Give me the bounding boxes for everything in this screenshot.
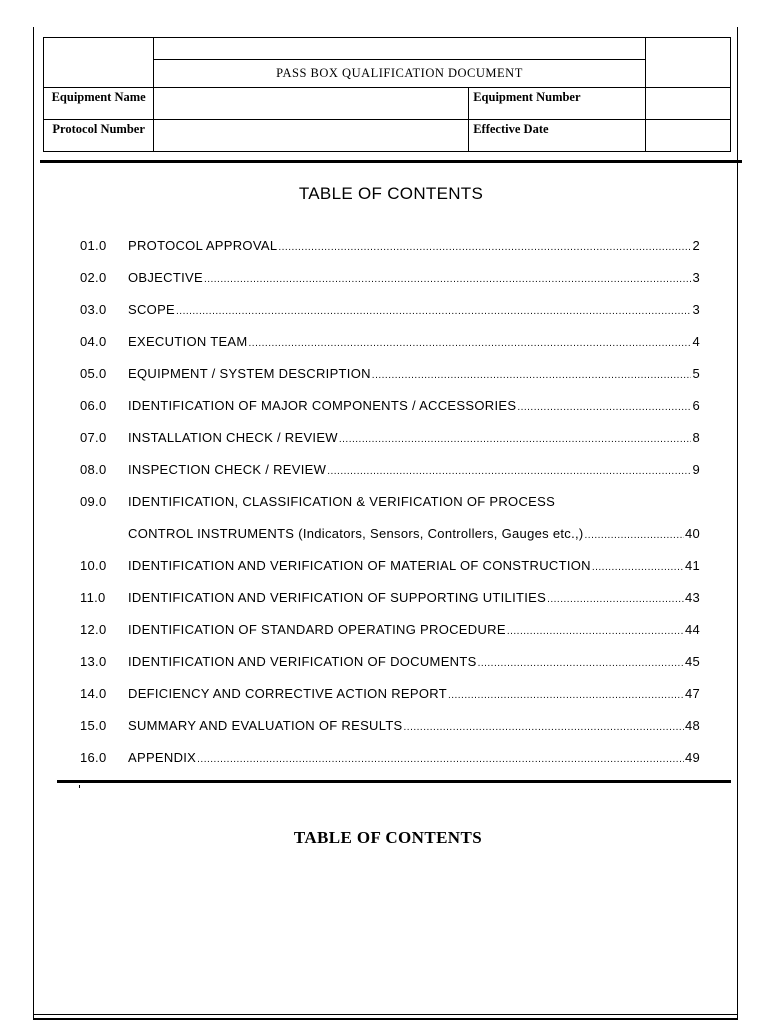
toc-entry[interactable] — [80, 302, 700, 334]
toc-dot-leader — [547, 594, 684, 605]
toc-entry[interactable] — [80, 654, 700, 686]
toc-entry-number: 04.0 — [80, 334, 107, 349]
toc-entry[interactable] — [80, 398, 700, 430]
toc-entry[interactable] — [80, 750, 700, 782]
toc-dot-leader — [176, 306, 691, 317]
toc-dot-leader — [585, 530, 684, 541]
toc-dot-leader — [278, 242, 691, 253]
logo-cell — [44, 38, 154, 88]
effective-date-value[interactable] — [645, 120, 730, 152]
toc-bottom-rule — [57, 780, 731, 783]
toc-page-number: 3 — [692, 302, 700, 317]
toc-page-number: 5 — [692, 366, 700, 381]
toc-page-number: 49 — [684, 750, 700, 765]
toc-dot-leader — [339, 434, 692, 445]
toc-entry-number: 09.0 — [80, 494, 107, 509]
equipment-number-value[interactable] — [645, 88, 730, 120]
toc-entry-title: IDENTIFICATION AND VERIFICATION OF SUPPORTING UTILITIES — [128, 590, 547, 605]
toc-dot-leader — [327, 466, 691, 477]
toc-dot-leader — [404, 722, 684, 733]
toc-entry-title: IDENTIFICATION OF STANDARD OPERATING PROCEDURE — [128, 622, 506, 637]
toc-dot-leader — [507, 626, 684, 637]
toc-entry-number: 11.0 — [80, 590, 106, 605]
equipment-name-value[interactable] — [154, 88, 469, 120]
toc-entry-number: 14.0 — [80, 686, 107, 701]
toc-page-number: 40 — [684, 526, 700, 541]
toc-heading: TABLE OF CONTENTS — [298, 184, 484, 203]
toc-dot-leader — [517, 402, 691, 413]
toc-entry[interactable] — [80, 238, 700, 270]
toc-entry[interactable] — [80, 718, 700, 750]
toc-entry-title: PROTOCOL APPROVAL — [128, 238, 278, 253]
toc-dot-leader — [448, 690, 684, 701]
header-right-cell — [645, 38, 730, 88]
toc-dot-leader — [592, 562, 684, 573]
toc-dot-leader — [478, 658, 684, 669]
toc-entry-title: IDENTIFICATION AND VERIFICATION OF MATERIAL OF CONSTRUCTION — [128, 558, 591, 573]
toc-entry-title: IDENTIFICATION AND VERIFICATION OF DOCUMENTS — [128, 654, 477, 669]
toc-entry-number: 05.0 — [80, 366, 107, 381]
toc-entry-title: DEFICIENCY AND CORRECTIVE ACTION REPORT — [128, 686, 447, 701]
toc-entry-number: 16.0 — [80, 750, 107, 765]
equipment-name-label: Equipment Name — [44, 88, 154, 120]
toc-dot-leader — [372, 370, 692, 381]
toc-entry[interactable] — [80, 494, 700, 558]
equipment-number-label: Equipment Number — [469, 88, 646, 120]
toc-entry-title: CONTROL INSTRUMENTS (Indicators, Sensors, Controllers, Gauges etc.,) — [128, 526, 584, 541]
toc-entry-number: 12.0 — [80, 622, 107, 637]
toc-entry[interactable] — [80, 334, 700, 366]
toc-entry-title: IDENTIFICATION, CLASSIFICATION & VERIFICATION OF PROCESS — [128, 494, 556, 509]
toc-entry-title: EQUIPMENT / SYSTEM DESCRIPTION — [128, 366, 371, 381]
toc-entry-number: 08.0 — [80, 462, 107, 477]
toc-entry[interactable] — [80, 558, 700, 590]
toc-dot-leader — [197, 754, 684, 765]
toc-entry-title: SUMMARY AND EVALUATION OF RESULTS — [128, 718, 403, 733]
toc-entry[interactable] — [80, 622, 700, 654]
toc-page-number: 48 — [684, 718, 700, 733]
document-header-table — [43, 37, 731, 152]
toc-entry-number: 07.0 — [80, 430, 107, 445]
document-title: PASS BOX QUALIFICATION DOCUMENT — [154, 60, 645, 88]
toc-entry[interactable] — [80, 430, 700, 462]
toc-entry-number: 15.0 — [80, 718, 107, 733]
header-top-cell — [154, 38, 645, 60]
toc-entry[interactable] — [80, 462, 700, 494]
toc-page-number: 41 — [684, 558, 700, 573]
toc-page-number: 9 — [692, 462, 700, 477]
toc-page-number: 3 — [692, 270, 700, 285]
toc-entry[interactable] — [80, 686, 700, 718]
toc-entry-title: APPENDIX — [128, 750, 197, 765]
toc-dot-leader — [249, 338, 692, 349]
toc-page-number: 47 — [684, 686, 700, 701]
toc-entry-number: 10.0 — [80, 558, 107, 573]
protocol-number-label: Protocol Number — [44, 120, 154, 152]
toc-entry-number: 03.0 — [80, 302, 107, 317]
second-heading: TABLE OF CONTENTS — [293, 828, 483, 847]
toc-page-number: 44 — [684, 622, 700, 637]
toc-entry[interactable] — [80, 270, 700, 302]
toc-entry-number: 06.0 — [80, 398, 107, 413]
toc-page-number: 6 — [692, 398, 700, 413]
toc-entry[interactable] — [80, 590, 700, 622]
protocol-number-value[interactable] — [154, 120, 469, 152]
toc-page-number: 45 — [684, 654, 700, 669]
toc-entry-title: INSTALLATION CHECK / REVIEW — [128, 430, 338, 445]
toc-entry-number: 13.0 — [80, 654, 107, 669]
effective-date-label: Effective Date — [469, 120, 646, 152]
table-of-contents — [80, 238, 700, 782]
toc-entry-title: IDENTIFICATION OF MAJOR COMPONENTS / ACCESSORIES — [128, 398, 517, 413]
toc-entry-title: INSPECTION CHECK / REVIEW — [128, 462, 327, 477]
toc-entry-title: SCOPE — [128, 302, 176, 317]
toc-page-number: 8 — [692, 430, 700, 445]
toc-entry[interactable] — [80, 366, 700, 398]
toc-entry-number: 01.0 — [80, 238, 107, 253]
toc-page-number: 2 — [692, 238, 700, 253]
toc-dot-leader — [204, 274, 692, 285]
toc-entry-title: EXECUTION TEAM — [128, 334, 248, 349]
toc-page-number: 4 — [692, 334, 700, 349]
toc-entry-number: 02.0 — [80, 270, 107, 285]
header-rule — [40, 160, 742, 163]
toc-page-number: 43 — [684, 590, 700, 605]
toc-entry-title: OBJECTIVE — [128, 270, 203, 285]
